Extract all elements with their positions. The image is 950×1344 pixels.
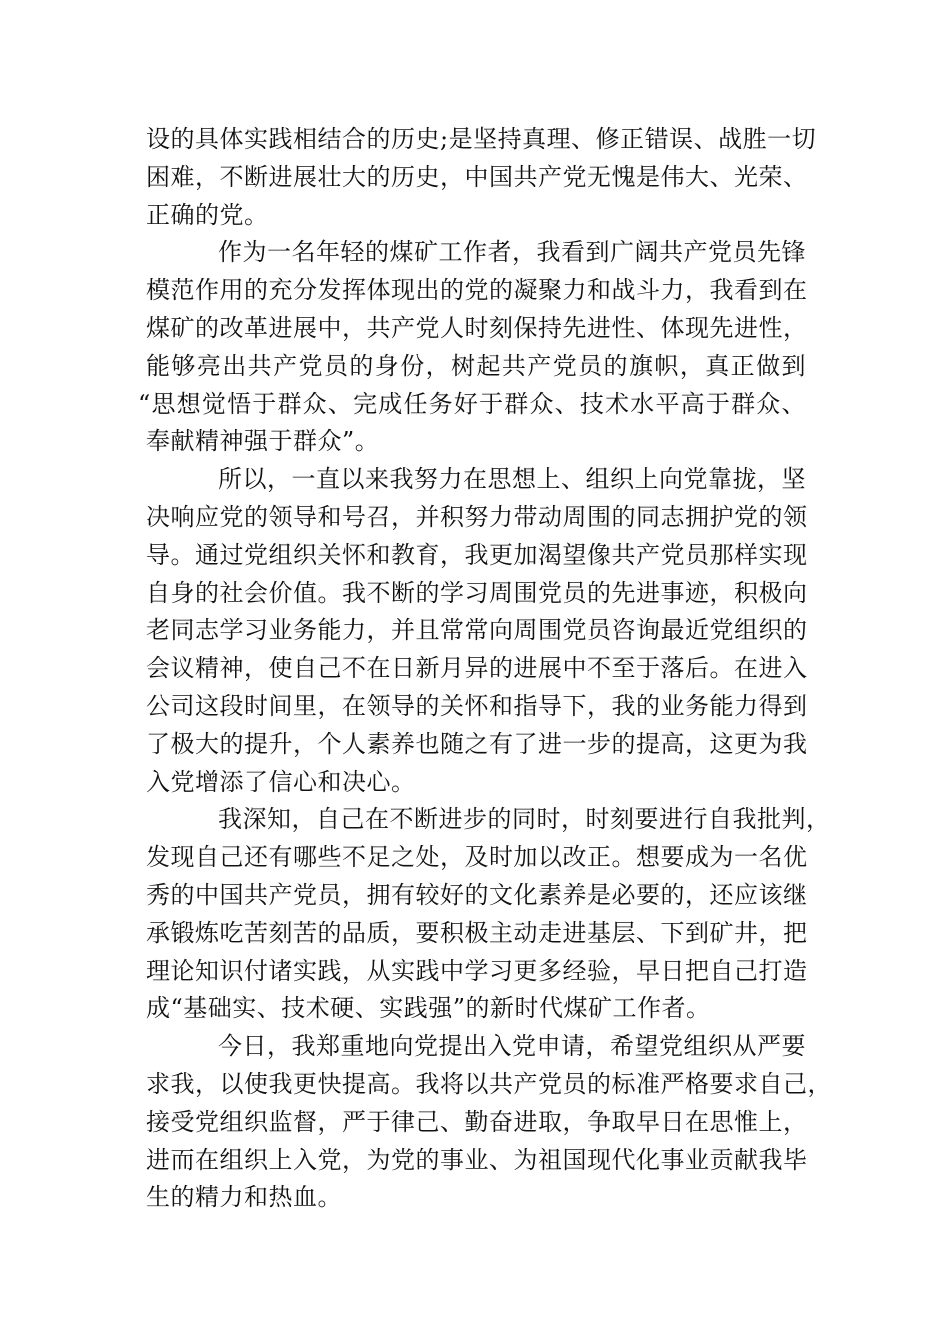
text-line: 导。通过党组织关怀和教育，我更加渴望像共产党员那样实现 xyxy=(146,540,808,569)
text-line: “思想觉悟于群众、完成任务好于群众、技术水平高于群众、 xyxy=(138,389,806,418)
paragraph-first-line: 今日，我郑重地向党提出入党申请，希望党组织从严要 xyxy=(218,1032,806,1061)
paragraph-first-line: 所以，一直以来我努力在思想上、组织上向党靠拢，坚 xyxy=(218,465,806,494)
text-line: 煤矿的改革进展中，共产党人时刻保持先进性、体现先进性， xyxy=(146,313,808,342)
text-line: 会议精神，使自己不在日新月异的进展中不至于落后。在进入 xyxy=(146,654,808,683)
text-line: 成“基础实、技术硬、实践强”的新时代煤矿工作者。 xyxy=(146,994,711,1023)
text-line: 理论知识付诸实践，从实践中学习更多经验，早日把自己打造 xyxy=(146,956,808,985)
text-line: 接受党组织监督，严于律己、勤奋进取，争取早日在思惟上， xyxy=(146,1107,808,1136)
text-line: 进而在组织上入党，为党的事业、为祖国现代化事业贡献我毕 xyxy=(146,1145,808,1174)
text-line: 奉献精神强于群众”。 xyxy=(146,427,380,456)
text-line: 发现自己还有哪些不足之处，及时加以改正。想要成为一名优 xyxy=(146,843,808,872)
text-line: 承锻炼吃苦刻苦的品质，要积极主动走进基层、下到矿井，把 xyxy=(146,918,808,947)
text-line: 求我，以使我更快提高。我将以共产党员的标准严格要求自己， xyxy=(146,1069,832,1098)
text-line: 困难，不断进展壮大的历史，中国共产党无愧是伟大、光荣、 xyxy=(146,162,808,191)
text-line: 模范作用的充分发挥体现出的党的凝聚力和战斗力，我看到在 xyxy=(146,276,808,305)
paragraph-first-line: 我深知，自己在不断进步的同时，时刻要进行自我批判， xyxy=(218,805,831,834)
paragraph-first-line: 作为一名年轻的煤矿工作者，我看到广阔共产党员先锋 xyxy=(218,238,806,267)
text-line: 正确的党。 xyxy=(146,200,269,229)
text-line: 公司这段时间里，在领导的关怀和指导下，我的业务能力得到 xyxy=(146,691,808,720)
text-line: 自身的社会价值。我不断的学习周围党员的先进事迹，积极向 xyxy=(146,578,808,607)
text-line: 生的精力和热血。 xyxy=(146,1183,342,1212)
text-line: 入党增添了信心和决心。 xyxy=(146,767,416,796)
document-body xyxy=(138,121,832,1217)
text-line: 设的具体实践相结合的历史;是坚持真理、修正错误、战胜一切 xyxy=(146,125,817,153)
text-line: 老同志学习业务能力，并且常常向周围党员咨询最近党组织的 xyxy=(146,616,808,645)
text-line: 了极大的提升，个人素养也随之有了进一步的提高，这更为我 xyxy=(146,729,808,758)
text-line: 决响应党的领导和号召，并积努力带动周围的同志拥护党的领 xyxy=(146,502,808,531)
text-line: 能够亮出共产党员的身份，树起共产党员的旗帜，真正做到 xyxy=(146,351,806,380)
text-line: 秀的中国共产党员，拥有较好的文化素养是必要的，还应该继 xyxy=(146,880,808,909)
